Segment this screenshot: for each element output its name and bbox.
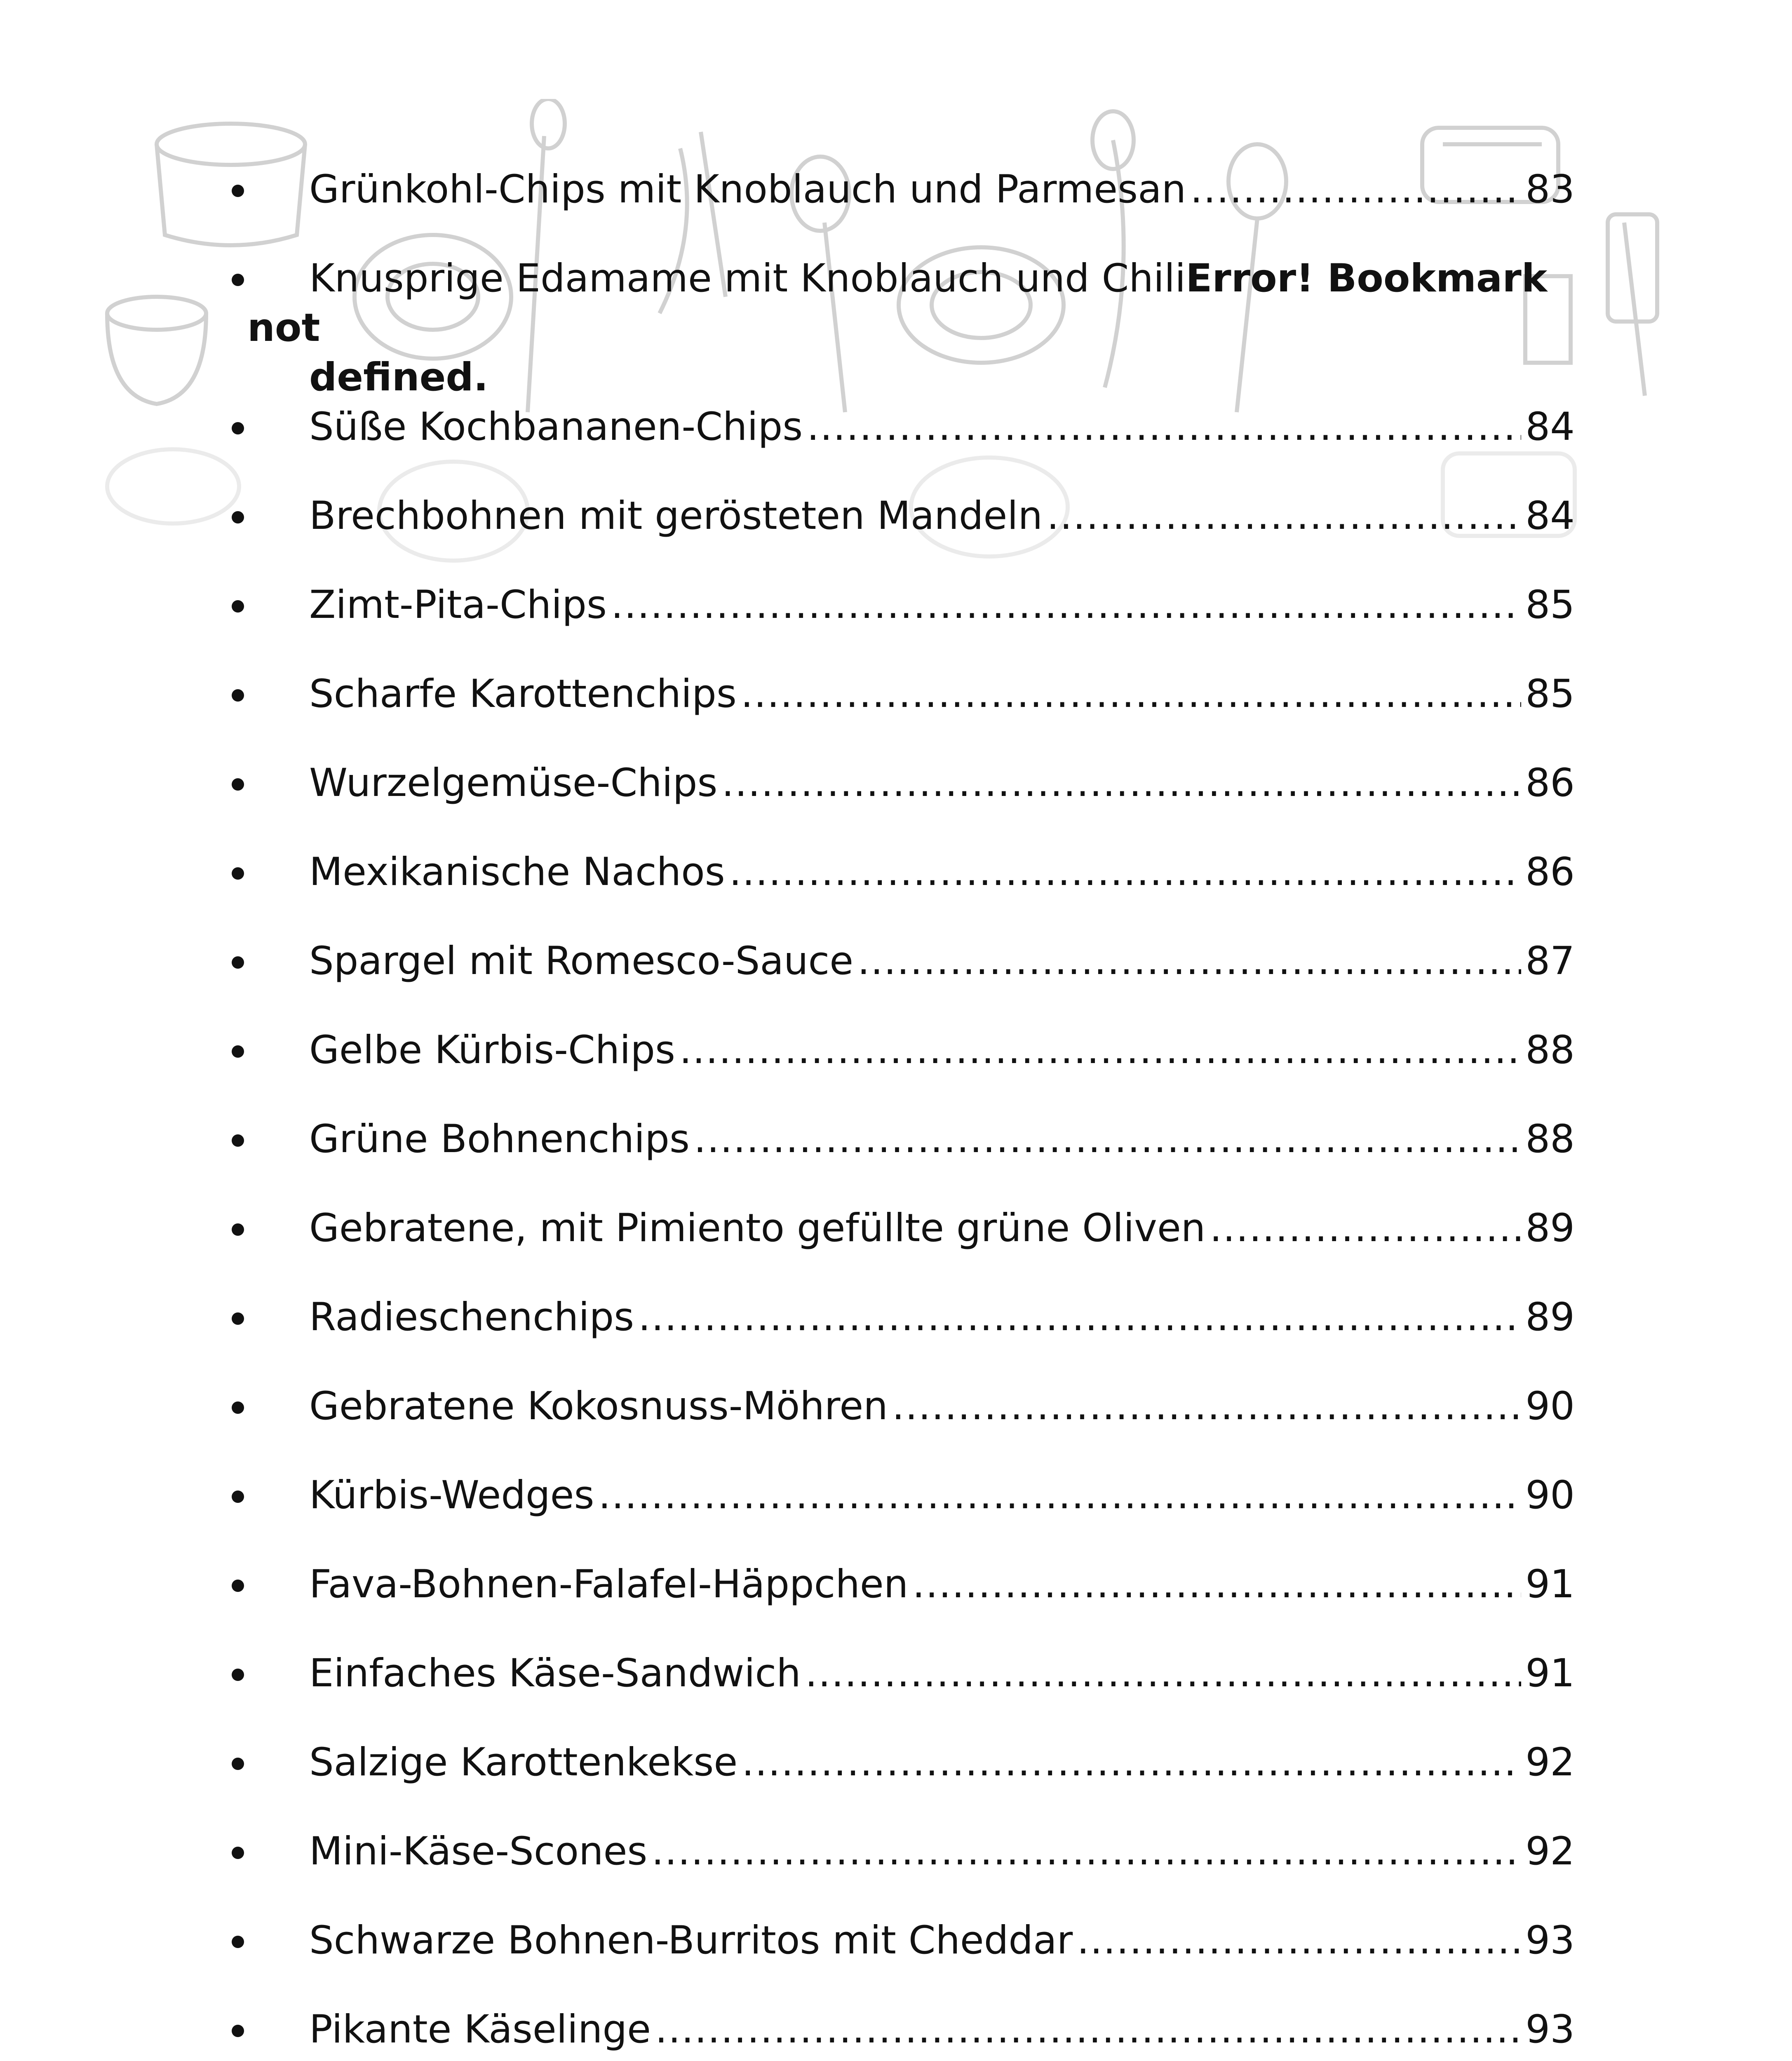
bullet-icon [232,867,244,880]
toc-page-number: 87 [1525,939,1575,984]
toc-page-number: 83 [1525,167,1575,212]
dot-leader [655,2005,1521,2054]
toc-entry[interactable] [247,254,1575,402]
dot-leader [694,1115,1521,1164]
toc-page-number: 88 [1525,1117,1575,1162]
toc-entry[interactable] [247,491,1575,580]
dot-leader [912,1560,1521,1609]
toc-page-number: 84 [1525,404,1575,449]
bookmark-error-text: defined. [309,355,489,400]
toc-entry[interactable] [247,937,1575,1026]
bullet-icon [232,1669,244,1681]
toc-entry-title: Kürbis-Wedges [309,1473,594,1518]
bullet-icon [232,689,244,702]
dot-leader [679,1026,1521,1075]
toc-page-number: 89 [1525,1295,1575,1340]
toc-page-number: 93 [1525,1918,1575,1963]
dot-leader [805,1649,1522,1698]
dot-leader [1210,1204,1521,1253]
toc-entry-title: Fava-Bohnen-Falafel-Häppchen [309,1562,909,1607]
toc-entry-title: Einfaches Käse-Sandwich [309,1651,801,1696]
bullet-icon [232,2025,244,2037]
toc-entry-title: Knusprige Edamame mit Knoblauch und Chili [309,256,1186,301]
bullet-icon [232,1580,244,1592]
toc-entry[interactable] [247,1204,1575,1293]
toc-page-number: 86 [1525,761,1575,805]
dot-leader [892,1382,1522,1431]
toc-entry-title: Schwarze Bohnen-Burritos mit Cheddar [309,1918,1073,1963]
toc-entry[interactable] [247,580,1575,669]
toc-entry-title: Mexikanische Nachos [309,850,725,894]
toc-entry[interactable] [247,758,1575,847]
toc-page-number: 92 [1525,1740,1575,1785]
toc-entry[interactable] [247,165,1575,254]
toc-entry[interactable] [247,1560,1575,1649]
table-of-contents [247,165,1575,2061]
dot-leader [1077,1916,1521,1965]
toc-page-number: 89 [1525,1206,1575,1251]
toc-entry[interactable] [247,1916,1575,2005]
toc-entry-title: Salzige Karottenkekse [309,1740,738,1785]
dot-leader [651,1827,1521,1876]
toc-entry[interactable] [247,1382,1575,1471]
bullet-icon [232,1936,244,1948]
bullet-icon [232,1401,244,1414]
dot-leader [742,1738,1521,1787]
bullet-icon [232,422,244,434]
toc-entry-title: Wurzelgemüse-Chips [309,761,718,805]
bullet-icon [232,778,244,791]
toc-entry[interactable] [247,1293,1575,1382]
dot-leader [807,402,1521,452]
toc-page-number: 84 [1525,493,1575,538]
toc-page-number: 93 [1525,2007,1575,2052]
toc-page-number: 85 [1525,671,1575,716]
toc-entry-title: Brechbohnen mit gerösteten Mandeln [309,493,1043,538]
dot-leader [741,669,1522,719]
bullet-icon [232,1847,244,1859]
toc-entry-title: Gebratene Kokosnuss-Möhren [309,1384,888,1429]
toc-page-number: 88 [1525,1028,1575,1073]
bullet-icon [232,1045,244,1058]
dot-leader [638,1293,1521,1342]
bullet-icon [232,600,244,613]
toc-entry-title: Gelbe Kürbis-Chips [309,1028,675,1073]
toc-entry[interactable] [247,2005,1575,2061]
toc-entry-title: Mini-Käse-Scones [309,1829,648,1874]
dot-leader [729,847,1522,897]
dot-leader [611,580,1521,630]
toc-entry-title: Zimt-Pita-Chips [309,582,607,627]
bullet-icon [232,956,244,969]
toc-page-number: 90 [1525,1473,1575,1518]
bullet-icon [232,1491,244,1503]
toc-entry-title: Süße Kochbananen-Chips [309,404,803,449]
bullet-icon [232,1312,244,1325]
toc-entry[interactable] [247,1026,1575,1115]
bullet-icon [232,511,244,523]
bullet-icon [232,185,244,197]
toc-entry[interactable] [247,1738,1575,1827]
toc-entry-title: Gebratene, mit Pimiento gefüllte grüne Oliven [309,1206,1206,1251]
toc-entry-title: Pikante Käselinge [309,2007,651,2052]
toc-page-number: 86 [1525,850,1575,894]
toc-entry[interactable] [247,669,1575,758]
toc-entry-title: Grüne Bohnenchips [309,1117,690,1162]
toc-entry[interactable] [247,1115,1575,1204]
toc-entry-title: Radieschenchips [309,1295,634,1340]
toc-entry-title: Scharfe Karottenchips [309,671,737,716]
toc-page-number: 85 [1525,582,1575,627]
toc-entry[interactable] [247,1649,1575,1738]
dot-leader [598,1471,1521,1520]
dot-leader [857,937,1521,986]
toc-entry[interactable] [247,847,1575,937]
bullet-icon [232,1134,244,1147]
bullet-icon [232,1223,244,1236]
toc-entry[interactable] [247,402,1575,491]
bookmark-error-text: Error! Bookmark not [247,256,1548,350]
toc-page-number: 90 [1525,1384,1575,1429]
toc-page-number: 91 [1525,1651,1575,1696]
toc-entry[interactable] [247,1471,1575,1560]
dot-leader [721,758,1521,808]
dot-leader [1047,491,1521,541]
toc-entry-title: Spargel mit Romesco-Sauce [309,939,854,984]
bullet-icon [232,274,244,286]
toc-entry-title: Grünkohl-Chips mit Knoblauch und Parmesan [309,167,1186,212]
dot-leader [1190,165,1521,214]
toc-page-number: 91 [1525,1562,1575,1607]
bullet-icon [232,1758,244,1770]
toc-entry[interactable] [247,1827,1575,1916]
toc-page-number: 92 [1525,1829,1575,1874]
